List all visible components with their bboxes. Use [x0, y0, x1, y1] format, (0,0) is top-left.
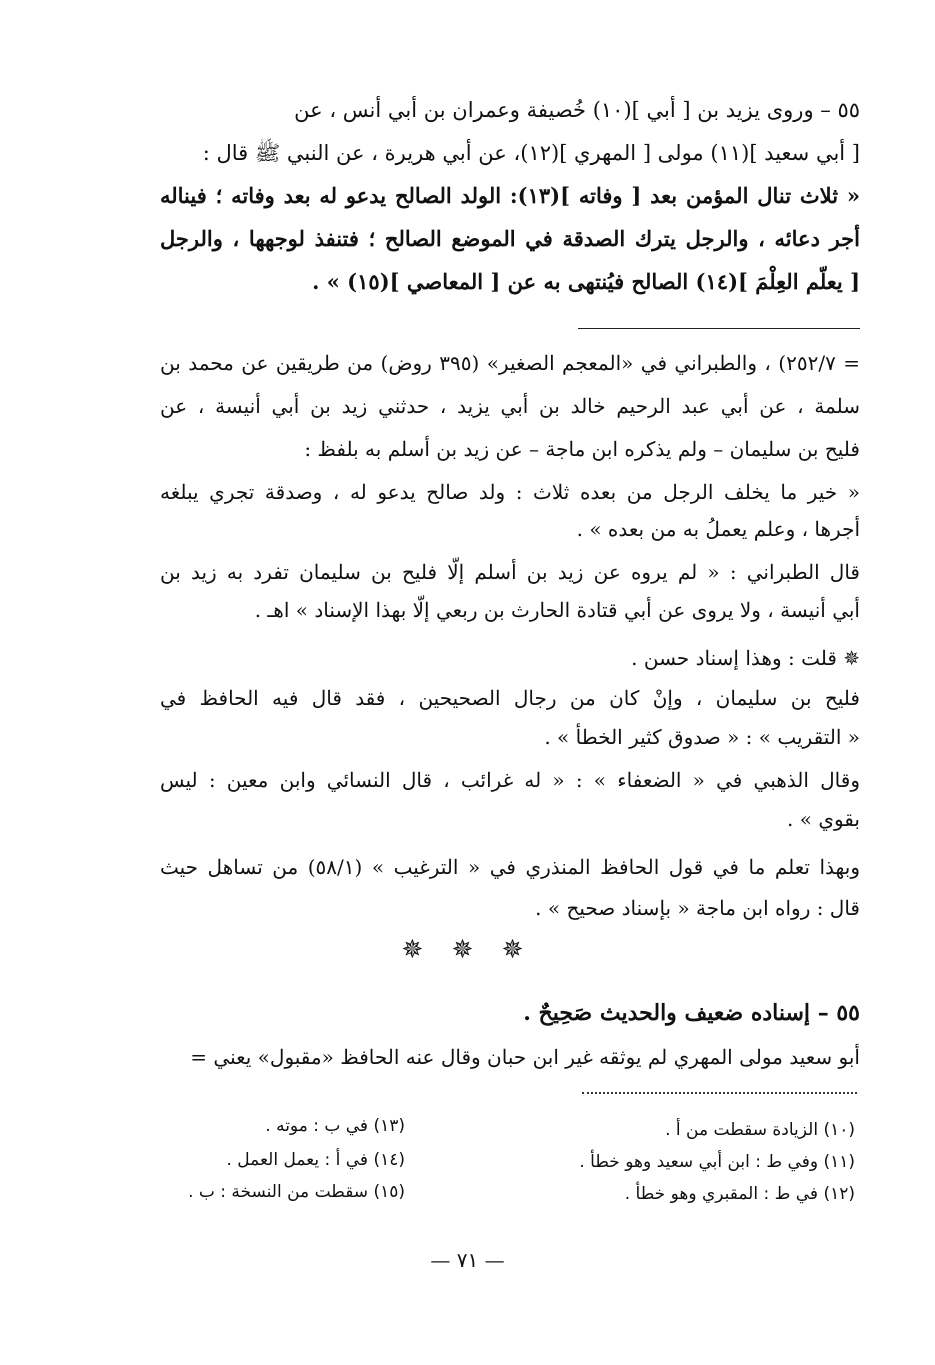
- commentary-line: وقال الذهبي في « الضعفاء » : « له غرائب ، قال النسائي وابن معين : ليس: [160, 768, 860, 792]
- hadith-line: أجر دعائه ، والرجل يترك الصدقة في الموضع الصالح ؛ فتنفذ لوجهها ، والرجل: [160, 226, 860, 251]
- footnote: (١٢) في ط : المقبري وهو خطأ .: [624, 1184, 855, 1204]
- star-divider: [0, 935, 935, 965]
- commentary-line: قال : رواه ابن ماجة « بإسناد صحيح » .: [535, 896, 860, 920]
- grading-title: ٥٥ – إسناده ضعيف والحديث صَحِيحٌ .: [523, 1000, 860, 1026]
- star-icon: ✵ ✵ ✵: [401, 935, 534, 965]
- hadith-line: [ أبي سعيد ](١١) مولى [ المهري ](١٢)، عن أبي هريرة ، عن النبي ﷺ قال :: [202, 141, 860, 165]
- hadith-line: « ثلاث تنال المؤمن بعد [ وفاته ](١٣): الولد الصالح يدعو له بعد وفاته ؛ فيناله: [160, 183, 860, 208]
- commentary-line: فليح بن سليمان – ولم يذكره ابن ماجة – عن زيد بن أسلم به بلفظ :: [304, 437, 860, 461]
- page-number: — ٧١ —: [430, 1248, 505, 1272]
- commentary-line: فليح بن سليمان ، وإنْ كان من رجال الصحيحين ، فقد قال فيه الحافظ في: [160, 686, 860, 710]
- commentary-line: « التقريب » : « صدوق كثير الخطأ » .: [544, 725, 860, 749]
- commentary-line: « خير ما يخلف الرجل من بعده ثلاث : ولد صالح يدعو له ، وصدقة تجري يبلغه: [160, 480, 860, 504]
- hadith-line: ٥٥ – وروى يزيد بن [ أبي ](١٠) خُصيفة وعمران بن أبي أنس ، عن: [294, 98, 860, 122]
- footnote: (١٤) في أ : يعمل العمل .: [226, 1150, 405, 1170]
- footnote: (١٠) الزيادة سقطت من أ .: [665, 1120, 855, 1140]
- commentary-line: قال الطبراني : « لم يروه عن زيد بن أسلم إلّا فليح بن سليمان تفرد به زيد بن: [160, 560, 860, 584]
- footnote: (١٣) في ب : موته .: [265, 1116, 405, 1136]
- separator-rule: [578, 328, 860, 329]
- commentary-line: وبهذا تعلم ما في قول الحافظ المنذري في « الترغيب » (٥٨/١) من تساهل حيث: [160, 855, 860, 879]
- footnote: (١١) وفي ط : ابن أبي سعيد وهو خطأ .: [579, 1152, 855, 1172]
- commentary-line: بقوي » .: [787, 807, 860, 831]
- commentary-line: أبي أنيسة ، ولا يروى عن أبي قتادة الحارث بن ربعي إلّا بهذا الإسناد » اهـ .: [254, 598, 860, 622]
- hadith-line: [ يعلّم العِلْمَ ](١٤) الصالح فيُنتهى به عن [ المعاصي ](١٥) » .: [312, 269, 860, 294]
- commentary-line: = ٢٥٢/٧) ، والطبراني في «المعجم الصغير» (٣٩٥ روض) من طريقين عن محمد بن: [160, 351, 860, 375]
- grading-text: أبو سعيد مولى المهري لم يوثقه غير ابن حبان وقال عنه الحافظ «مقبول» يعني =: [190, 1045, 860, 1069]
- commentary-line: سلمة ، عن أبي عبد الرحيم خالد بن أبي يزيد ، حدثني زيد بن أبي أنيسة ، عن: [160, 394, 860, 418]
- footnote-separator: [582, 1092, 857, 1094]
- commentary-line: أجرها ، وعلم يعملُ به من بعده » .: [576, 517, 860, 541]
- footnote: (١٥) سقطت من النسخة : ب .: [188, 1182, 405, 1202]
- commentary-line: ✵ قلت : وهذا إسناد حسن .: [631, 646, 860, 670]
